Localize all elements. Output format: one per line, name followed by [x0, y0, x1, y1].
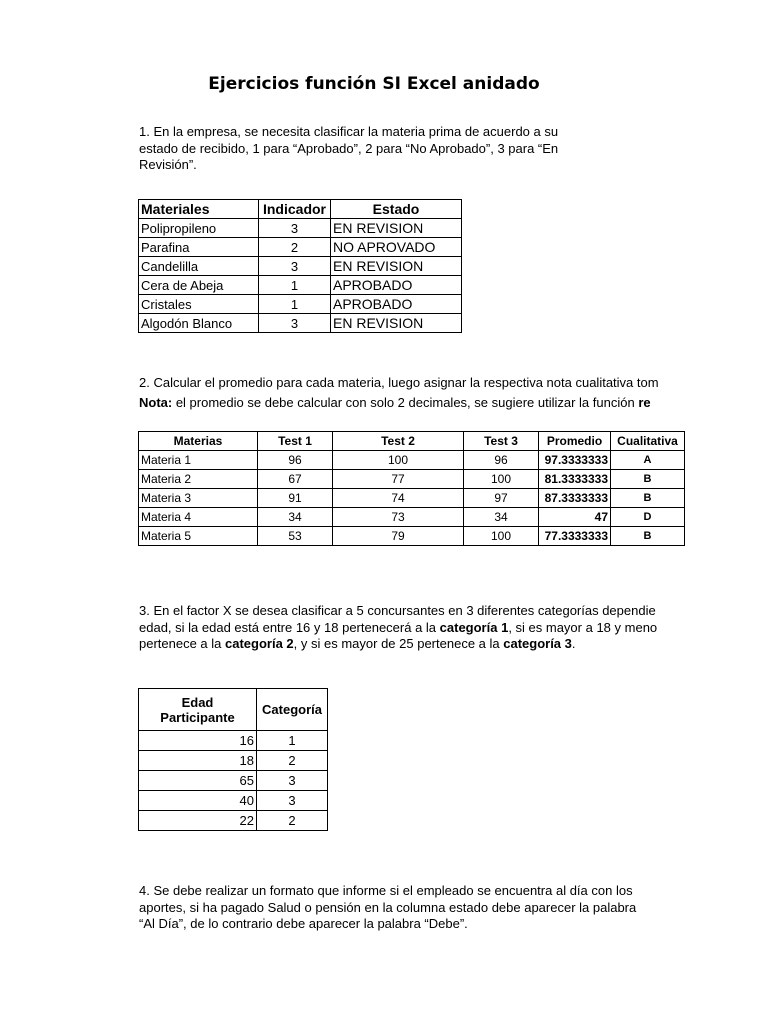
table-cell: 3: [259, 219, 331, 238]
table-header-row: [139, 689, 328, 731]
table-header-row: [139, 200, 462, 219]
table-cell: 34: [258, 508, 333, 527]
table-row: [139, 508, 685, 527]
text-span: , y si es mayor de 25 pertenece a la: [293, 636, 504, 651]
table-cell: Cera de Abeja: [139, 276, 259, 295]
column-header: Indicador: [259, 200, 331, 219]
table-cell: 77.3333333: [539, 527, 611, 546]
table-row: [139, 219, 462, 238]
table-cell: Cristales: [139, 295, 259, 314]
materials-table: [138, 199, 462, 333]
table-cell: APROBADO: [331, 276, 462, 295]
table-row: [139, 470, 685, 489]
table-cell: 100: [464, 527, 539, 546]
table-cell: B: [611, 489, 685, 508]
grades-table: [138, 431, 685, 546]
table-row: [139, 314, 462, 333]
text-span: , si es mayor a 18 y meno: [508, 619, 658, 635]
header-line: Edad: [181, 694, 214, 710]
table-cell: A: [611, 451, 685, 470]
table-row: [139, 276, 462, 295]
table-cell: Algodón Blanco: [139, 314, 259, 333]
header-line: Participante: [160, 709, 235, 725]
text-line: estado de recibido, 1 para “Aprobado”, 2 para “No Aprobado”, 3 para “En: [139, 140, 559, 156]
column-header: Test 3: [464, 432, 539, 451]
text-line: [139, 636, 686, 653]
table-cell: Materia 5: [139, 527, 258, 546]
table-cell: 91: [258, 489, 333, 508]
table-cell: Candelilla: [139, 257, 259, 276]
column-header: Promedio: [539, 432, 611, 451]
column-header: Test 2: [333, 432, 464, 451]
column-header: Test 1: [258, 432, 333, 451]
page-title: Ejercicios función SI Excel anidado: [208, 74, 540, 94]
column-header: Materias: [139, 432, 258, 451]
text-span: edad, si la edad está entre 16 y 18 pertenecerá a la: [139, 619, 440, 635]
table-cell: 22: [139, 811, 257, 831]
table-cell: EN REVISION: [331, 219, 462, 238]
table-row: [139, 751, 328, 771]
text-line: “Al Día”, de lo contrario debe aparecer la palabra “Debe”.: [139, 916, 468, 931]
table-cell: Polipropileno: [139, 219, 259, 238]
table-cell: APROBADO: [331, 295, 462, 314]
table-cell: 1: [259, 276, 331, 295]
participants-table: [138, 688, 328, 831]
table-row: [139, 489, 685, 508]
table-cell: 34: [464, 508, 539, 527]
table-cell: 79: [333, 527, 464, 546]
table-row: [139, 771, 328, 791]
table-cell: 100: [333, 451, 464, 470]
table-cell: 73: [333, 508, 464, 527]
table-cell: 2: [257, 811, 328, 831]
table-cell: 97.3333333: [539, 451, 611, 470]
table-row: [139, 295, 462, 314]
table-cell: EN REVISION: [331, 257, 462, 276]
table-cell: Materia 1: [139, 451, 258, 470]
text-line: 2. Calcular el promedio para cada materia, luego asignar la respectiva nota cualitativa tom: [139, 375, 659, 390]
table-row: [139, 527, 685, 546]
table-cell: 3: [257, 771, 328, 791]
table-row: [139, 731, 328, 751]
text-line: Revisión”.: [139, 157, 197, 172]
table-row: [139, 238, 462, 257]
exercise-3-text: [139, 603, 686, 653]
exercise-4-text: [139, 883, 699, 933]
text-line: 3. En el factor X se desea clasificar a 5 concursantes en 3 diferentes categorías dependie: [139, 603, 656, 618]
note-label: Nota:: [139, 394, 173, 410]
text-span: .: [571, 636, 576, 651]
table-cell: 87.3333333: [539, 489, 611, 508]
table-cell: 67: [258, 470, 333, 489]
table-cell: 2: [259, 238, 331, 257]
table-cell: 81.3333333: [539, 470, 611, 489]
table-row: [139, 811, 328, 831]
table-row: [139, 791, 328, 811]
text-line: [139, 620, 686, 637]
text-span: pertenece a la: [139, 636, 226, 651]
table-cell: 65: [139, 771, 257, 791]
table-cell: 77: [333, 470, 464, 489]
category-2-label: categoría 2: [225, 636, 294, 651]
exercise-1-text: [139, 124, 699, 174]
table-cell: Parafina: [139, 238, 259, 257]
text-line: 4. Se debe realizar un formato que informe si el empleado se encuentra al día con los: [139, 883, 633, 898]
table-cell: 3: [259, 257, 331, 276]
table-row: [139, 257, 462, 276]
text-line: 1. En la empresa, se necesita clasificar la materia prima de acuerdo a su: [139, 124, 559, 139]
table-cell: Materia 3: [139, 489, 258, 508]
table-cell: 96: [464, 451, 539, 470]
table-cell: Materia 2: [139, 470, 258, 489]
note-function: re: [638, 394, 651, 410]
table-cell: B: [611, 470, 685, 489]
table-cell: 18: [139, 751, 257, 771]
table-cell: 96: [258, 451, 333, 470]
column-header-category: Categoría: [257, 689, 328, 731]
table-cell: 1: [257, 731, 328, 751]
column-header-age: [139, 689, 257, 731]
table-cell: 47: [539, 508, 611, 527]
table-cell: 3: [257, 791, 328, 811]
column-header: Materiales: [139, 200, 259, 219]
column-header: Cualitativa: [611, 432, 685, 451]
table-cell: EN REVISION: [331, 314, 462, 333]
table-cell: 3: [259, 314, 331, 333]
column-header: Estado: [331, 200, 462, 219]
exercise-2-text: [139, 375, 687, 411]
table-cell: Materia 4: [139, 508, 258, 527]
table-cell: 2: [257, 751, 328, 771]
table-cell: NO APROVADO: [331, 238, 462, 257]
table-row: [139, 451, 685, 470]
table-cell: 97: [464, 489, 539, 508]
text-line: aportes, si ha pagado Salud o pensión en la columna estado debe aparecer la palabra: [139, 899, 637, 915]
note-text: el promedio se debe calcular con solo 2 decimales, se sugiere utilizar la función: [172, 394, 639, 410]
table-cell: 40: [139, 791, 257, 811]
table-cell: 16: [139, 731, 257, 751]
table-header-row: [139, 432, 685, 451]
table-cell: 1: [259, 295, 331, 314]
table-cell: 53: [258, 527, 333, 546]
category-1-label: categoría 1: [439, 619, 509, 635]
table-cell: 74: [333, 489, 464, 508]
category-3-label: categoría 3: [503, 636, 572, 651]
table-cell: D: [611, 508, 685, 527]
note-line: [139, 395, 687, 412]
table-cell: B: [611, 527, 685, 546]
table-cell: 100: [464, 470, 539, 489]
